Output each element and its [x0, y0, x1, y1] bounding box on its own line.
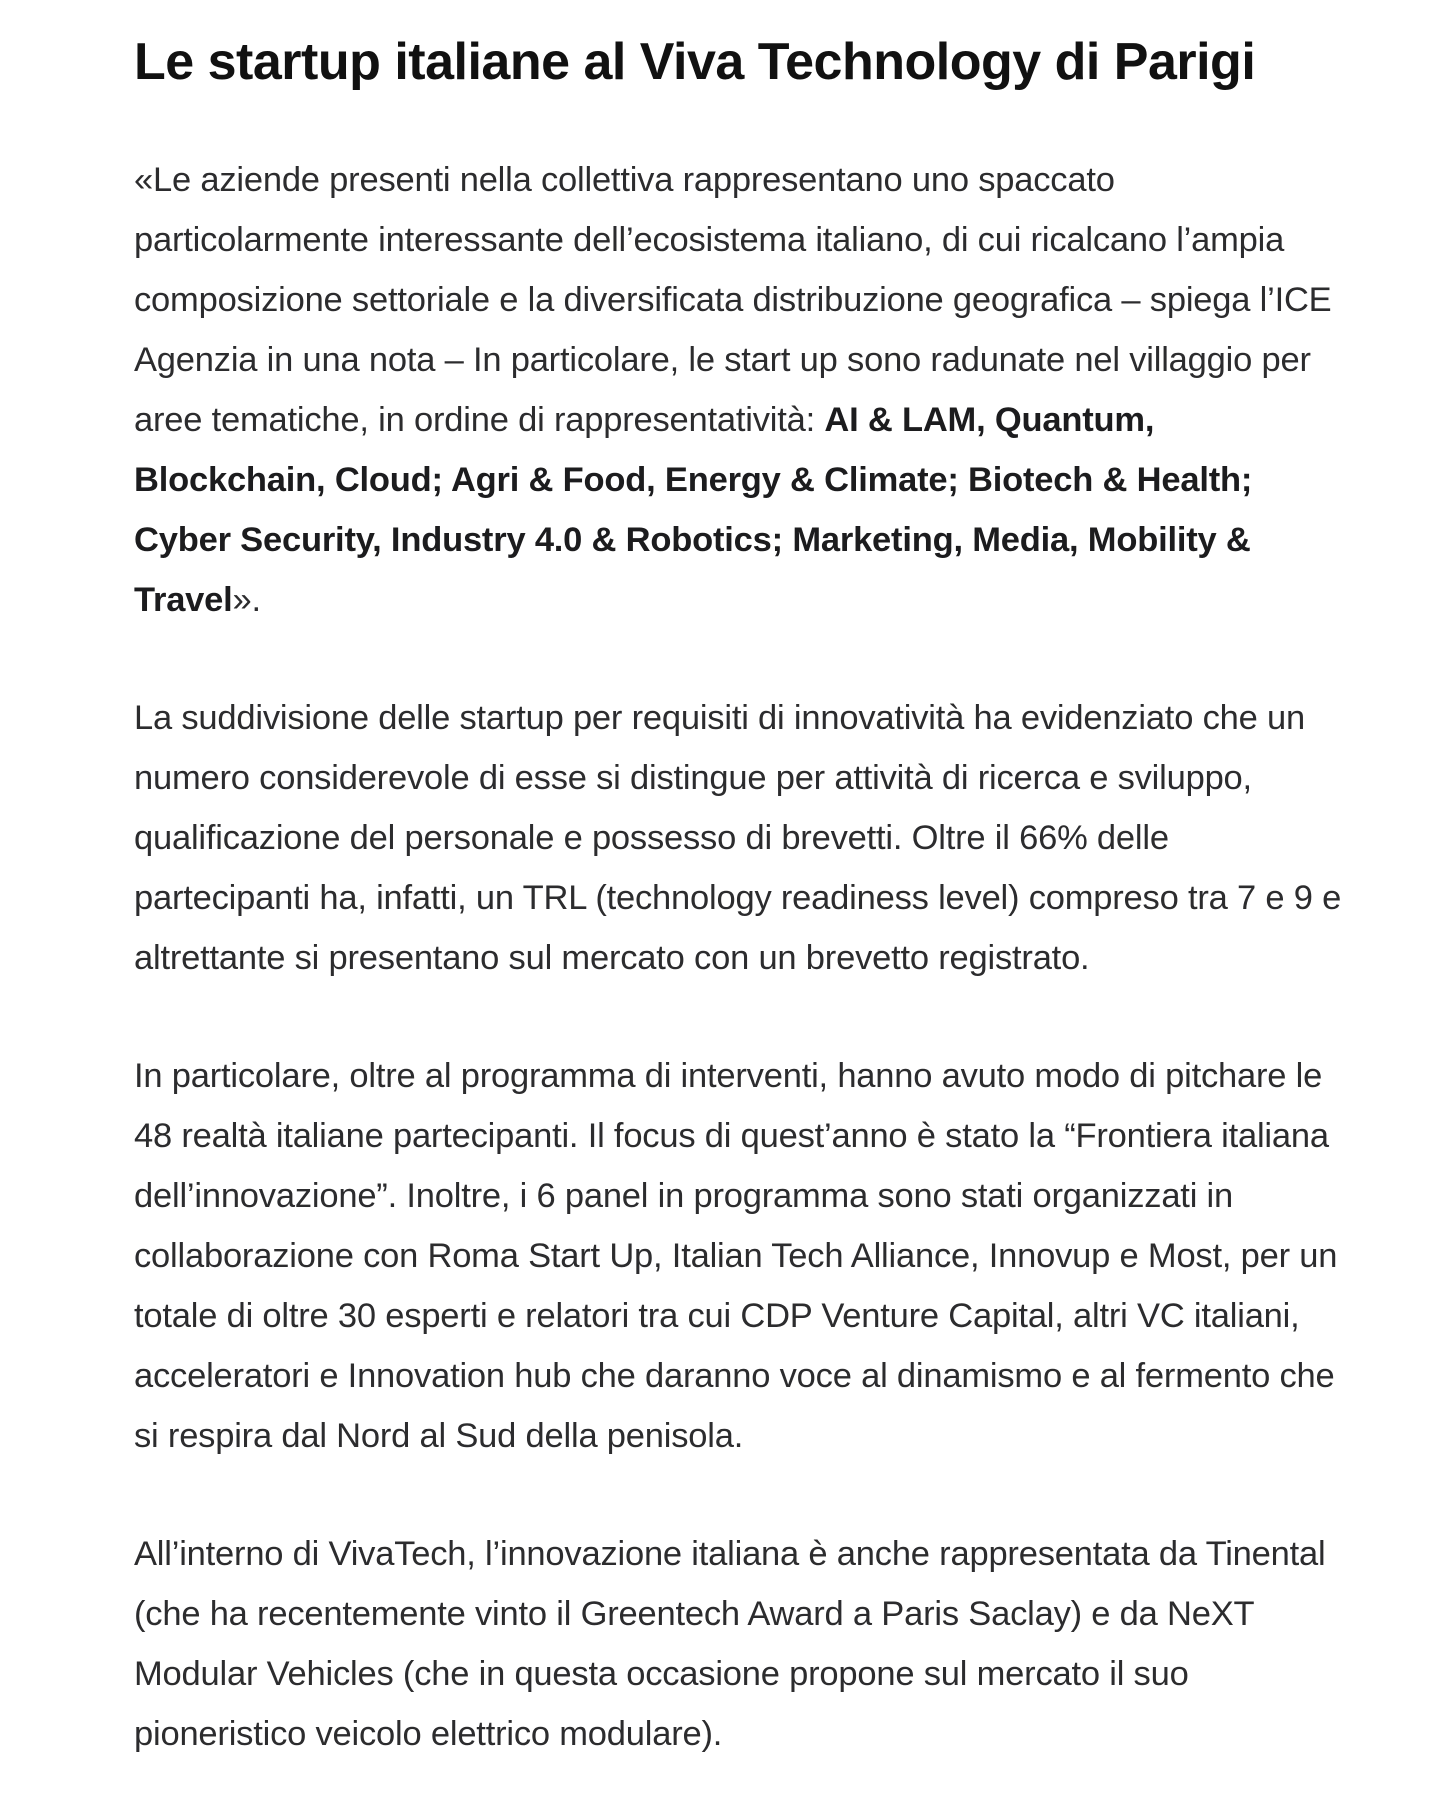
article-body — [134, 26, 1354, 1764]
article-paragraph-2: La suddivisione delle startup per requisiti di innovatività ha evidenziato che un numero considerevole di esse si distingue per attività di ricerca e sviluppo, qualificazione del personale e possesso di brevetti. Oltre il 66% delle partecipanti ha, infatti, un TRL (technology readiness level) compreso tra 7 e 9 e altrettante si presentano sul mercato con un brevetto registrato. — [134, 699, 1342, 977]
article-title: Le startup italiane al Viva Technology di Parigi — [134, 33, 1256, 91]
paragraph-1-text-start: «Le aziende presenti nella collettiva rappresentano uno spaccato particolarmente interessante dell’ecosistema italiano, di cui ricalcano l’ampia composizione settoriale e la diversificata distribuzione geografica – spiega l’ICE Agenzia in una nota – In particolare, le start up sono radunate nel villaggio per aree tematiche, in ordine di rappresentatività: — [134, 161, 1332, 439]
article-paragraph-3: In particolare, oltre al programma di interventi, hanno avuto modo di pitchare le 48 realtà italiane partecipanti. Il focus di quest’anno è stato la “Frontiera italiana dell’innovazione”. Inoltre, i 6 panel in programma sono stati organizzati in collaborazione con Roma Start Up, Italian Tech Alliance, Innovup e Most, per un totale di oltre 30 esperti e relatori tra cui CDP Venture Capital, altri VC italiani, acceleratori e Innovation hub che daranno voce al dinamismo e al fermento che si respira dal Nord al Sud della penisola. — [134, 1057, 1338, 1455]
article-paragraph-1 — [134, 150, 1354, 630]
paragraph-1-text-end: ». — [232, 581, 261, 619]
thematic-areas-bold: AI & LAM, Quantum, Blockchain, Cloud; Agri & Food, Energy & Climate; Biotech & Health; Cyber Security, Industry 4.0 & Robotics; Marketing, Media, Mobility & Travel — [134, 401, 1253, 619]
article-paragraph-4: All’interno di VivaTech, l’innovazione italiana è anche rappresentata da Tinental (che ha recentemente vinto il Greentech Award a Paris Saclay) e da NeXT Modular Vehicles (che in questa occasione propone sul mercato il suo pioneristico veicolo elettrico modulare). — [134, 1535, 1326, 1753]
